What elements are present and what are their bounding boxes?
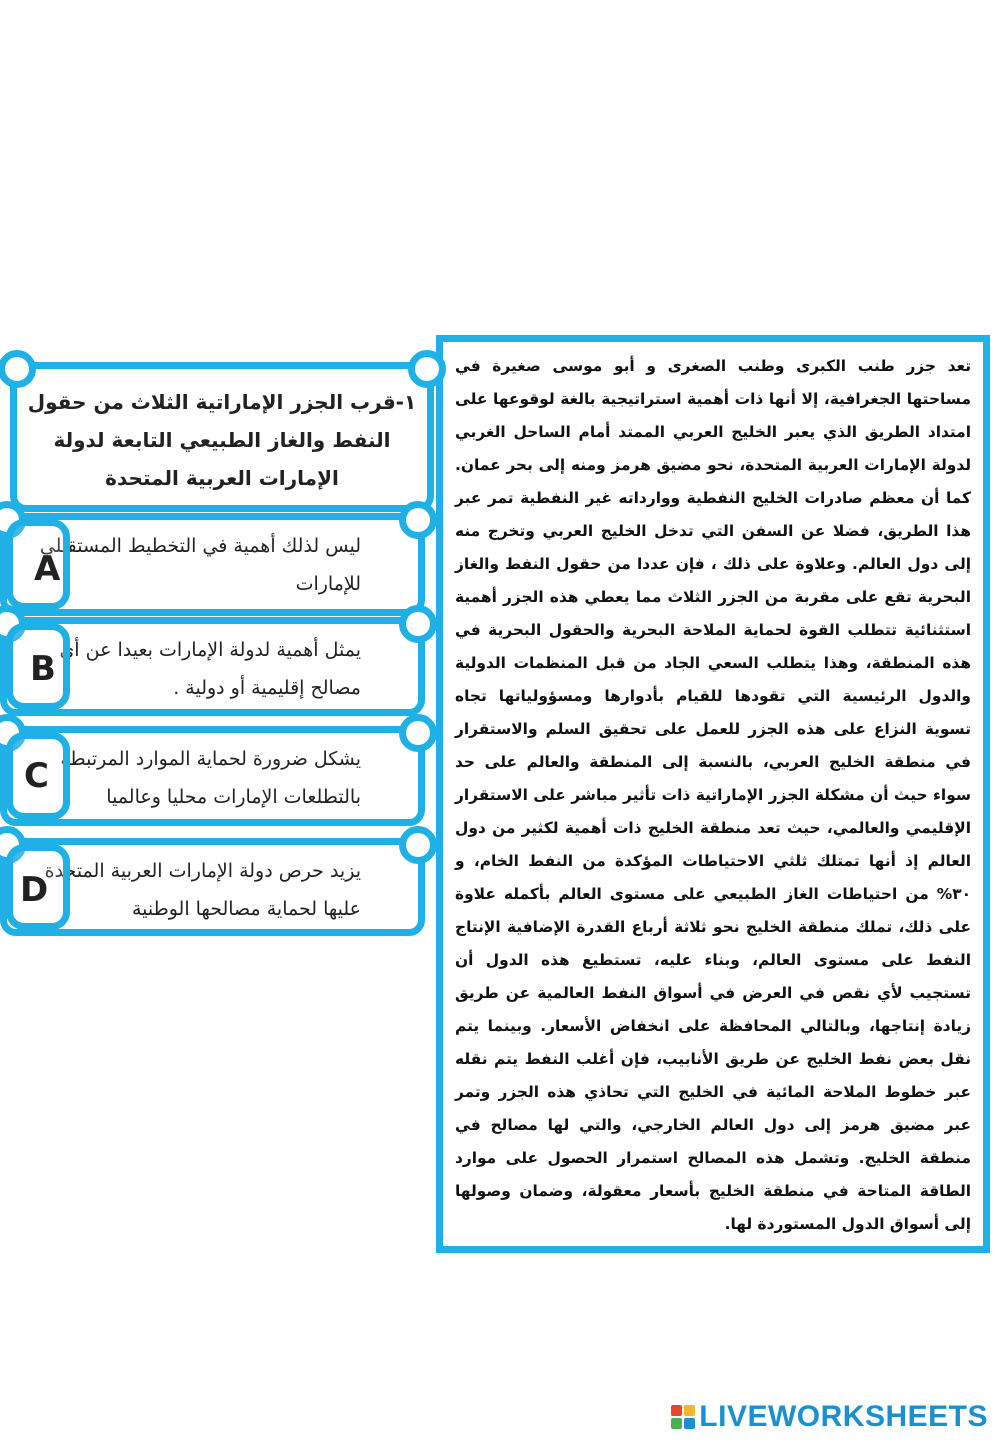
option-letter: A <box>34 549 61 589</box>
option-a[interactable] <box>0 513 425 616</box>
liveworksheets-watermark <box>671 1400 988 1434</box>
option-b[interactable] <box>0 617 425 716</box>
option-d[interactable] <box>0 838 425 936</box>
option-text: يزيد حرص دولة الإمارات العربية المتحدة عليها لحماية مصالحها الوطنية <box>44 860 361 920</box>
option-letter: C <box>24 756 49 796</box>
option-letter: D <box>20 870 49 910</box>
option-c[interactable] <box>0 726 425 826</box>
reading-passage <box>436 335 990 1253</box>
option-text: يمثل أهمية لدولة الإمارات بعيدا عن أي مصالح إقليمية أو دولية . <box>59 639 361 699</box>
logo-square <box>671 1405 682 1416</box>
question-frame <box>10 362 434 512</box>
logo-square <box>684 1405 695 1416</box>
option-text: ليس لذلك أهمية في التخطيط المستقبلي للإمارات <box>39 535 361 595</box>
logo-square <box>671 1418 682 1429</box>
liveworksheets-logo-icon <box>671 1405 695 1429</box>
question-title: ١-قرب الجزر الإماراتية الثلاث من حقول النفط والغاز الطبيعي التابعة لدولة الإمارات العربية المتحدة <box>27 390 417 490</box>
logo-square <box>684 1418 695 1429</box>
watermark-text: LIVEWORKSHEETS <box>699 1400 988 1433</box>
option-text: يشكل ضرورة لحماية الموارد المرتبطة بالتطلعات الإمارات محليا وعالميا <box>60 748 361 808</box>
option-letter: B <box>30 649 56 689</box>
passage-text: تعد جزر طنب الكبرى وطنب الصغرى و أبو موسى صغيرة في مساحتها الجغرافية، إلا أنها ذات أهمية استراتيجية بالغة لوقوعها على امتداد الطريق الذي يعبر الخليج العربي الممتد أمام الساحل الغربي لدولة الإمارات العربية المتحدة، نحو مضيق هرمز ومنه إلى بحر عمان. كما أن معظم صادرات الخليج النفطية ووارداته غير النفطية تمر عبر هذا الطريق، فضلا عن السفن التي تدخل الخليج العربي وتخرج منه إلى دول العالم. وعلاوة على ذلك ، فإن عددا من حقول النفط والغاز البحرية تقع على مقربة من الجزر الثلاث مما يعطي هذه الجزر أهمية استثنائية تتطلب القوة لحماية الملاحة البحرية والحقول البحرية في هذه المنطقة، وهذا يتطلب السعي الجاد من قبل المنظمات الدولية والدول الرئيسية التي تقودها للقيام بأدوارها ومسؤولياتها تجاه تسوية النزاع على هذه الجزر للعمل على تحقيق السلم والاستقرار في منطقة الخليج العربي، بالنسبة إلى المنطقة والعالم على حد سواء حيث أن مشكلة الجزر الإماراتية ذات تأثير مباشر على الاستقرار الإقليمي والعالمي، حيث تعد منطقة الخليج ذات أهمية لكثير من دول العالم إذ أنها تمتلك ثلثي الاحتياطات المؤكدة من النفط الخام، و ٣٠% من احتياطات الغاز الطبيعي على مستوى العالم بأكمله علاوة على ذلك، تملك منطقة الخليج نحو ثلاثة أرباع القدرة الإضافية الإنتاج النفط على مستوى العالم، وبناء عليه، تستطيع هذه الدول أن تستجيب لأي نقص في العرض في أسواق النفط العالمية عن طريق زيادة إنتاجها، وبالتالي المحافظة على انخفاض الأسعار. وبينما يتم نقل بعض نفط الخليج عن طريق الأنابيب، فإن أغلب النفط يتم نقله عبر خطوط الملاحة المائية في الخليج التي تحاذي هذه الجزر وتمر عبر مضيق هرمز إلى دول العالم الخارجي، والتي لها مصالح في منطقة الخليج. وتشمل هذه المصالح استمرار الحصول على موارد الطاقة المتاحة في منطقة الخليج بأسعار معقولة، وضمان وصولها إلى أسواق الدول المستوردة لها. <box>455 357 971 1233</box>
